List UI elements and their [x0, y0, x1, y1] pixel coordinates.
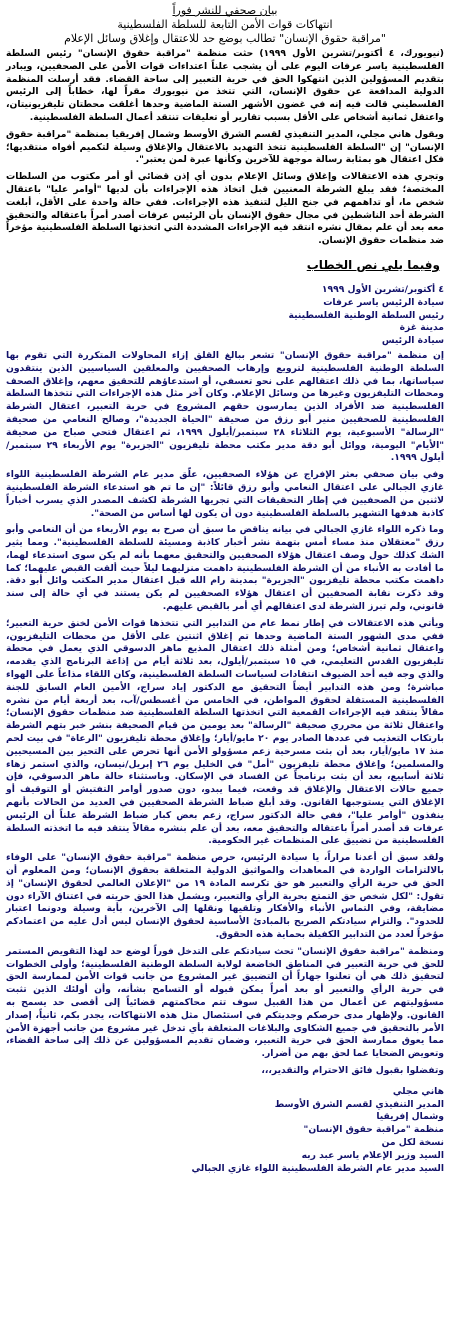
signature-line: السيد مدير عام الشرطة الفلسطينية اللواء غازي الجبالي: [191, 1162, 444, 1174]
letter-paragraph: وفي بيان صحفي بعثر الإفراج عن هؤلاء الصحفيين، علّق مدير عام الشرطة الفلسطينية اللواء غازي الجبالي على اعتقال النعامي وأبو رزق قائلاً: "إن ما تم هو استدعاء الشرطة الفلسطينية لاثنين من الصحفيين في إطار التحقيقات التي تجريها الشرطة لكشف المصدر الذي يسرب أخباراً كاذبة هدفها التشهير بالسلطة الفلسطينية دون أن يكون لها أساس من الصحة".: [6, 469, 444, 519]
header: [6, 4, 444, 46]
spacer: [6, 1078, 444, 1086]
signature-line: منظمة "مراقبة حقوق الإنسان": [303, 1124, 444, 1136]
address-line: رئيس السلطة الوطنية الفلسطينية: [288, 309, 444, 321]
signature-line: نسخة لكل من: [381, 1136, 444, 1148]
press-release-label: بيان صحفي للنشر فوراً: [172, 4, 278, 17]
signature-line: وشمال إفريقيا: [376, 1111, 444, 1123]
letter-paragraph: ولقد سبق أن أعدنا مراراً، يا سيادة الرئيس، حرص منظمة "مراقبة حقوق الإنسان" على الوفاء بالالتزامات الواردة في المعاهدات والمواثيق الدولية المتعلقة بحقوق الإنسان؛ ومن المعلوم أن الحق في حرية الرأي والتعبير هو حق تكرسه المادة ١٩ من "الإعلان العالمي لحقوق الإنسان" إذ تقول: "لكل شخص حق التمتع بحرية الرأي والتعبير، ويشمل هذا الحق حريته في اعتناق الآراء دون مضايقة، وفي التماس الأنباء والأفكار وتلقيها ونقلها إلى الآخرين، بأية وسيلة ودونما اعتبار للحدود". والتزام سيادتكم الصريح بالمبادئ الأساسية لحقوق الإنسان ليس أدل عليه من اعتمادكم مؤخراً لعدد من التدابير الكفيلة بحماية هذه الحقوق.: [6, 852, 444, 940]
signature-line: هاني مجلي: [392, 1085, 444, 1097]
signature-line: المدير التنفيذي لقسم الشرق الأوسط: [274, 1098, 444, 1110]
section-title: وفيما يلي نص الخطاب: [306, 257, 440, 272]
letter: [6, 284, 444, 1175]
headline: انتهاكات قوات الأمن التابعة للسلطة الفلسطينية: [117, 18, 333, 31]
letter-paragraph: ومنظمة "مراقبة حقوق الإنسان" تحث سيادتكم على التدخل فوراً لوضع حد لهذا التقويض المستمر للحق في حرية التعبير في المناطق الخاضعة لولاية السلطة الوطنية الفلسطينية؛ وأولى الخطوات لتحقيق ذلك هي أن تعلنوا جهاراً أن التضييق غير المشروع من جانب قوات الأمن لممارسة الحق في حرية الرأي والتعبير أو بعد أمراً يمكن قبوله أو التسامح بشأنه، وأن أولئك الذين تثبت مسؤوليتهم عن أعمال من هذا القبيل سوف تتم محاكمتهم قضائياً إلى أقصى حد يسمح به القانون. ولإظهار مدى حرصكم وجديتكم في استئصال مثل هذه الانتهاكات، يجدر بكم، ثانياً، إصدار الأمر بالتحقيق في جميع الشكاوى والبلاغات المتعلقة بأي تدخل غير مشروع من جانب أجهزة الأمن مما يعوق ممارسة الحق في حرية التعبير، وضمان تقديم المسؤولين عن ذلك إلى ساحة القضاء، وتعويض الضحايا عما لحق بهم من أضرار.: [6, 945, 444, 1060]
letter-paragraph: إن منظمة "مراقبة حقوق الإنسان" تشعر ببالغ القلق إزاء المحاولات المتكررة التي تقوم بها السلطة الوطنية الفلسطينية لترويع وإرهاب الصحفيين والمعلقين السياسيين الذين ينتقدون سياساتها، بما في ذلك اعتقالهم على نحو تعسفي، أو استدعاؤهم للتحقيق معهم، وإغلاق الصحف ومحطات التليفزيون وغيرها من وسائل الإعلام. وكان آخر مثل هذه الإجراءات التي تتخذها السلطة الفلسطينية ضد الأفراد الذين يمارسون حقهم المشروع في حرية التعبير، اعتقال الشرطة الفلسطينية للصحفيين منير أبو رزق من صحيفة "الحياة الجديدة"، وصالح النعامي من صحيفة "الرسالة" الأسبوعية، يوم الثلاثاء ٢٨ سبتمبر/أيلول ١٩٩٩، ثم اعتقال فتحي صباح من صحيفة "الأيام" اليومية، ووائل أبو دقة مدير مكتب محطة تليفزيون "الجزيرة" يوم الأربعاء ٢٩ سبتمبر/أيلول ١٩٩٩.: [6, 349, 444, 464]
salutation: سيادة الرئيس: [381, 335, 444, 347]
address-line: سيادة الرئيس ياسر عرفات: [323, 296, 444, 308]
signature-block: [6, 1086, 444, 1176]
subheadline: "مراقبة حقوق الإنسان" تطالب بوضع حد للاعتقال وإغلاق وسائل الإعلام: [64, 32, 386, 45]
signature-line: السيد وزير الإعلام ياسر عبد ربه: [301, 1149, 444, 1161]
address-line: مدينة غزة: [399, 322, 444, 334]
letter-paragraph: ويأتي هذه الاعتقالات في إطار نمط عام من التدابير التي تتخذها قوات الأمن لخنق حرية التعبير؛ ففي مدى الشهور الستة الماضية وحدها تم إغلاق اثنتين على الأقل من محطات التليفزيون، واعتقال ثمانية أشخاص؛ ومن أمثلة ذلك اعتقال المذيع ماهر الدسوقي الذي يعمل في محطة تليفزيون القدس التعليمي، في ١٥ سبتمبر/أيلول، بعد ثلاثة أيام من إذاعة البرنامج الذي يقدمه، والذي وجه فيه أحد الضيوف انتقادات لسياسات السلطة الفلسطينية، وكان اللقاء مذاعاً على الهواء مباشرة؛ ومن هذه التدابير أيضاً التحقيق مع الدكتور إياد سراج، الأمين العام السابق للجنة الفلسطينية المستقلة لحقوق المواطن، في الخامس من أغسطس/آب، بعد أربعة أيام من نشره مقالاً ينتقد فيه الإجراءات القمعية التي اتخذتها السلطة الفلسطينية ضد منظمات حقوق الإنسان؛ واعتقال ثلاثة من محرري صحيفة "الرسالة" بعد يومين من قيام الصحيفة بنشر خبر بتهم الشرطة بارتكاب التعذيب في عددها الصادر يوم ٢٠ مايو/أيار؛ وإغلاق محطة تليفزيون "الرعاة" في بيت لحم منذ ١٧ مايو/أيار، بعد أن بثت مسرحية زعم مسؤولو الأمن أنها تحرض على التحيز بين المسيحيين والمسلمين؛ وإغلاق محطة تليفزيون "أمل" في الخليل يوم ٢٦ إبريل/نيسان، والذي استمر زهاء ثلاثة أسابيع، بعد أن بثت برنامجاً عن الفساد في الإسكان. وباستثناء حالة ماهر الدسوقي، فإن جميع حالات الاعتقال والإغلاق قد وقعت، فيما يبدو، دون صدور أوامر التفتيش أو التوقيف أو الإغلاق التي يستوجبها القانون. وقد أبلغ ضباط الشرطة الصحفيين في العديد من الحالات بأنهم ينفذون "أوامر عليا"، ففي حالة الدكتور سراج، زعم بعض كبار ضباط الشرطة علناً أن الرئيس عرفات قد أصدر أمراً باعتقاله والتحقيق معه، بعد أن علم بنشره مقالاً ينتقد فيه ما اتخذته السلطة الفلسطينية من تضييق على المنظمات غير الحكومية.: [6, 617, 444, 847]
intro-paragraph: وتجري هذه الاعتقالات وإغلاق وسائل الإعلام بدون أي إذن قضائي أو أمر مكتوب من السلطات المختصة؛ فقد يبلغ الشرطة المعنيين قبل اتخاذ هذه الإجراءات بأن لديها "أوامر عليا" باعتقال شخص ما، أو تداهمهم في جنح الليل لتنفيذ هذه الإجراءات. ففي حالة واحدة على الأقل، أبلغت الشرطة أحد الناشطين في مجال حقوق الإنسان بأن الرئيس عرفات أصدر أمراً باعتقاله والتحقيق معه بعد أن علم بمقال نشره انتقد فيه الإجراءات المشددة التي اتخذتها السلطة الفلسطينية مؤخراً ضد منظمات حقوق الإنسان.: [6, 171, 444, 247]
closing: وتفضلوا بقبول فائق الاحترام والتقدير،،،: [261, 1064, 444, 1076]
intro-paragraph: ويقول هاني مجلي، المدير التنفيذي لقسم الشرق الأوسط وشمال إفريقيا بمنظمة "مراقبة حقوق الإنسان" إن "السلطة الفلسطينية تتخذ التهديد بالاعتقال والإغلاق وسيلة لتكميم أفواه منتقديها؛ فكل اعتقال هو بمثابة رسالة موجهة للآخرين وكأنها عبرة لمن يعتبر".: [6, 128, 444, 166]
intro-paragraph: (نيويورك، ٤ أكتوبر/تشرين الأول ١٩٩٩) حثت منظمة "مراقبة حقوق الإنسان" رئيس السلطة الفلسطينية ياسر عرفات اليوم على أن يشجب علناً اعتداءات قوات الأمن على الصحفيين، ويبادر بتقديم المسؤولين الذين انتهكوا الحق في حرية التعبير إلى ساحة القضاء. فقد أرسلت المنظمة الدولية المدافعة عن حقوق الإنسان، التي تتخذ من نيويورك مقراً لها، خطاباً إلى الرئيس الفلسطيني قالت فيه إنه في غضون الأشهر الستة الماضية وحدها أغلقت محطتان تليفزيونيتان، واعتقل ثمانية أشخاص على الأقل بسبب تقارير أو تعليقات تنتقد أعمال السلطة الفلسطينية.: [6, 48, 444, 123]
intro-section: [6, 48, 444, 248]
letter-date: ٤ أكتوبر/تشرين الأول ١٩٩٩: [321, 283, 444, 295]
letter-paragraph: وما ذكره اللواء غازي الجبالي في بيانه يناقض ما سبق أن صرح به يوم الأربعاء من أن النعامي وأبو رزق "معتقلان منذ مساء أمس بتهمة نشر أخبار كاذبة ومسيئة للسلطة الفلسطينية". ومما يثير الشك كذلك حول وصف اعتقال هؤلاء الصحفيين والتحقيق معهما بأنه لم يكن سوى استدعاء لهما، ما أفادت به الأنباء من أن الشرطة الفلسطينية داهمت منزليهما ليلاً حيث ألقت القبض عليهما؛ كما داهمت مكتب محطة تليفزيون "الجزيرة" بمدينة رام الله قبل اعتقال مدير المكتب وائل أبو دقة. وقد ذكرت نقابة الصحفيين أن اعتقال هؤلاء الصحفيين لم يكن يستند في أي حالة إلى سند قانوني، ولم تبرز الشرطة لدى اعتقالهم أي أمر بالقبض عليهم.: [6, 524, 444, 613]
